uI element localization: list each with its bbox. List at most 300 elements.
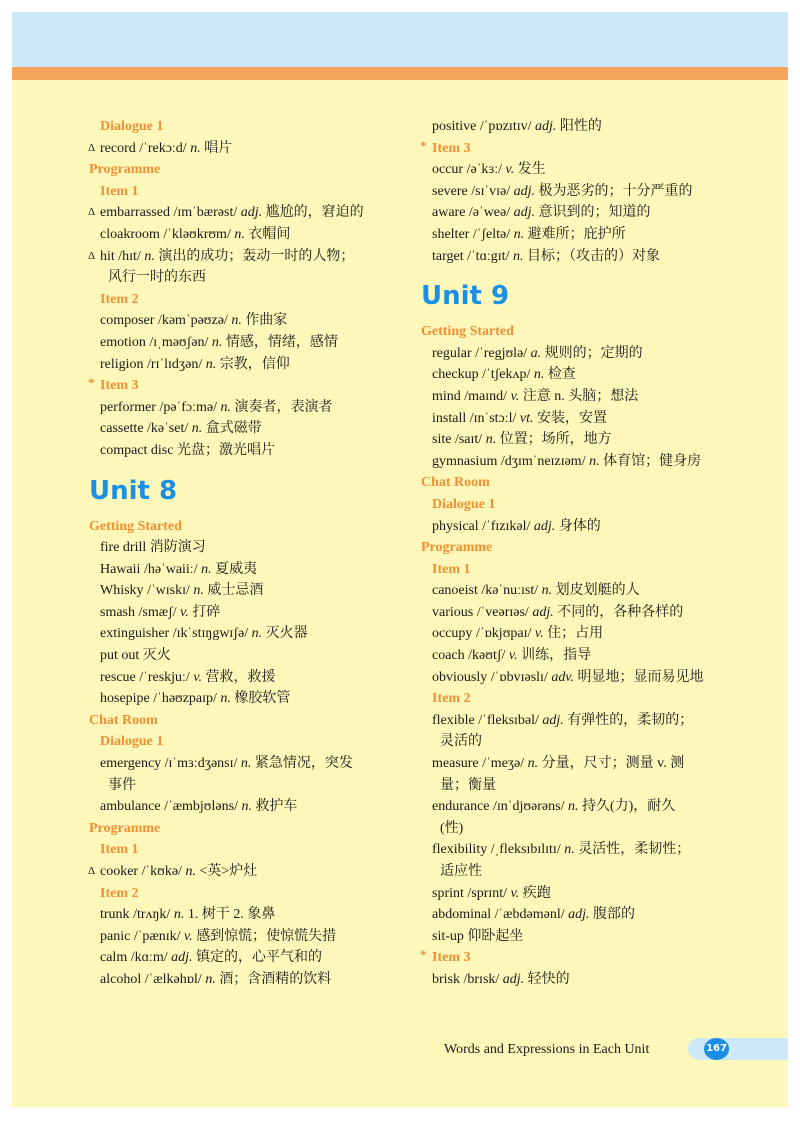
- vocab-entry: [421, 159, 721, 181]
- star-icon: *: [88, 375, 95, 391]
- subsection-label: Dialogue 1: [100, 119, 164, 134]
- entry-word: calm: [100, 950, 128, 966]
- entry-definition: 消防演习: [149, 540, 206, 556]
- definition-continuation: 适应性: [440, 864, 482, 879]
- entry-word: compact disc: [100, 442, 174, 458]
- vocab-entry: [89, 418, 389, 440]
- subsection-label: Dialogue 1: [432, 496, 496, 512]
- subsection-label: Item 3: [100, 378, 139, 394]
- entry-phonetic: /ˈhəʊzpaɪp/: [153, 691, 217, 707]
- entry-part-of-speech: adj.: [535, 119, 557, 134]
- entry-phonetic: /hɪt/: [118, 248, 141, 264]
- entry-word: severe: [432, 183, 468, 199]
- entry-phonetic: /ˈkʊkə/: [141, 864, 182, 879]
- entry-word: coach: [432, 648, 465, 664]
- triangle-icon: Δ: [88, 249, 96, 262]
- entry-definition: 检查: [547, 367, 576, 383]
- entry-phonetic: /smæʃ/: [138, 604, 177, 620]
- entry-definition: 灵活性，柔韧性；: [578, 842, 691, 858]
- subsection-label: Item 1: [432, 561, 471, 577]
- entry-part-of-speech: n.: [190, 140, 201, 156]
- vocab-entry: [89, 559, 389, 581]
- entry-phonetic: /sprɪnt/: [467, 885, 508, 901]
- entry-word: measure: [432, 756, 479, 772]
- entry-phonetic: /ˈfleksɪbəl/: [478, 712, 539, 728]
- entry-phonetic: /rɪˈlɪdʒən/: [147, 356, 203, 372]
- entry-definition: 划皮划艇的人: [555, 583, 640, 599]
- entry-word: physical: [432, 518, 479, 534]
- entry-definition: 分量，尺寸；测量 v. 测: [541, 756, 685, 772]
- subsection-label: Item 3: [432, 950, 471, 966]
- entry-phonetic: /kəmˈpəʊzə/: [157, 313, 228, 329]
- vocab-entry: [421, 753, 721, 775]
- vocab-entry: [421, 710, 721, 732]
- entry-definition: 疾跑: [522, 885, 551, 901]
- entry-word: religion: [100, 356, 144, 372]
- entry-word: sit-up: [432, 928, 464, 944]
- entry-definition: 明显地；显而易见地: [577, 669, 704, 685]
- entry-word: endurance: [432, 799, 490, 815]
- entry-part-of-speech: v.: [180, 604, 189, 620]
- star-icon: *: [420, 947, 427, 963]
- entry-part-of-speech: v.: [184, 928, 193, 944]
- entry-part-of-speech: a.: [530, 345, 542, 361]
- entry-word: aware: [432, 205, 466, 221]
- entry-part-of-speech: n.: [231, 313, 242, 329]
- entry-definition: 位置；场所，地方: [499, 432, 612, 448]
- entry-part-of-speech: n.: [541, 583, 553, 599]
- entry-definition: 灭火器: [265, 626, 308, 642]
- vocab-entry: [89, 580, 389, 602]
- entry-part-of-speech: n.: [220, 691, 231, 707]
- entry-part-of-speech: n.: [144, 248, 155, 264]
- entry-word: shelter: [432, 226, 470, 242]
- subsection-heading: [421, 138, 721, 160]
- entry-phonetic: /ˈæbdəmənl/: [494, 907, 565, 923]
- entry-definition: 1. 树干 2. 象鼻: [187, 907, 276, 923]
- entry-definition: 演出的成功；轰动一时的人物；: [158, 248, 355, 264]
- entry-definition: 体育馆；健身房: [603, 453, 702, 469]
- entry-word: cooker: [100, 864, 139, 879]
- entry-phonetic: /trʌŋk/: [133, 907, 171, 923]
- entry-definition: 规则的；定期的: [544, 345, 643, 361]
- subsection-heading: [89, 839, 389, 861]
- entry-phonetic: /ɪkˈstɪŋgwɪʃə/: [172, 626, 249, 642]
- entry-part-of-speech: n.: [193, 583, 204, 599]
- vocab-entry: [89, 224, 389, 246]
- entry-definition: <英>炉灶: [199, 864, 258, 879]
- entry-definition: 橡胶软管: [234, 691, 291, 707]
- entry-phonetic: /sɪˈvɪə/: [471, 183, 511, 199]
- entry-part-of-speech: v.: [505, 162, 515, 178]
- vocab-entry: [89, 202, 389, 224]
- subsection-heading: [421, 947, 721, 969]
- entry-part-of-speech: v.: [193, 669, 202, 685]
- definition-continuation: 量；衡量: [440, 777, 496, 793]
- entry-phonetic: /ˈtʃekʌp/: [482, 367, 531, 383]
- vocab-entry: [89, 397, 389, 419]
- definition-continuation: 灵活的: [440, 734, 482, 750]
- vocab-entry: [89, 926, 389, 948]
- entry-definition: 作曲家: [245, 313, 288, 329]
- section-heading: Programme: [89, 162, 161, 178]
- entry-part-of-speech: n.: [485, 432, 497, 448]
- entry-part-of-speech: n.: [527, 756, 539, 772]
- vocab-entry: [89, 440, 389, 462]
- vocab-entry: [421, 904, 721, 926]
- entry-word: fire drill: [100, 540, 147, 556]
- subsection-label: Dialogue 1: [100, 734, 164, 750]
- subsection-heading: [89, 289, 389, 311]
- vocab-entry: [89, 969, 389, 991]
- subsection-label: Item 2: [432, 691, 471, 707]
- subsection-heading: [421, 559, 721, 581]
- entry-phonetic: /saɪt/: [454, 432, 483, 448]
- entry-definition: 演奏者，表演者: [234, 399, 333, 415]
- entry-phonetic: /həˈwaiiː/: [143, 561, 198, 577]
- entry-part-of-speech: n.: [201, 561, 212, 577]
- vocab-entry: [421, 623, 721, 645]
- entry-definition: 光盘；激光唱片: [176, 442, 275, 458]
- entry-part-of-speech: adj.: [171, 950, 193, 966]
- entry-definition: 发生: [517, 162, 546, 178]
- vocab-entry: [89, 354, 389, 376]
- entry-word: site: [432, 432, 452, 448]
- vocab-entry: [421, 516, 721, 538]
- vocab-entry: [421, 224, 721, 246]
- entry-part-of-speech: n.: [205, 356, 217, 372]
- entry-definition: 身体的: [558, 518, 601, 534]
- entry-phonetic: /ˈpɒzɪtɪv/: [479, 119, 532, 134]
- entry-definition: 训练，指导: [521, 648, 592, 664]
- entry-word: emotion: [100, 334, 146, 350]
- section-heading: Getting Started: [89, 518, 182, 534]
- right-column: [421, 116, 721, 991]
- entry-word: various: [432, 604, 474, 620]
- entry-word: gymnasium: [432, 453, 498, 469]
- vocab-entry: [421, 602, 721, 624]
- entry-word: hosepipe: [100, 691, 150, 707]
- vocab-entry: [89, 688, 389, 710]
- entry-part-of-speech: n.: [240, 756, 252, 772]
- vocab-entry: [421, 386, 721, 408]
- entry-part-of-speech: v.: [510, 885, 520, 901]
- entry-phonetic: /ɪnˈdjʊərəns/: [493, 799, 565, 815]
- section-heading: Chat Room: [421, 475, 490, 491]
- subsection-label: Item 2: [100, 885, 139, 901]
- definition-continuation: 风行一时的东西: [108, 270, 206, 286]
- entry-definition: 目标；（攻击的）对象: [526, 248, 660, 264]
- entry-phonetic: /kəʊtʃ/: [468, 648, 506, 664]
- vocab-entry: [421, 246, 721, 268]
- vocab-entry: [89, 310, 389, 332]
- vocab-entry: [421, 181, 721, 203]
- section-heading: Programme: [421, 540, 493, 556]
- unit-heading: Unit 8: [89, 475, 178, 506]
- footer-title: Words and Expressions in Each Unit: [444, 1042, 650, 1057]
- spacer: [89, 508, 389, 516]
- vocab-entry: [89, 947, 389, 969]
- vocab-entry: [89, 753, 389, 775]
- entry-phonetic: /ˈreskjuː/: [139, 669, 190, 685]
- entry-word: brisk: [432, 971, 460, 987]
- subsection-label: Item 1: [100, 183, 139, 199]
- entry-part-of-speech: adj.: [542, 712, 564, 728]
- entry-definition: 宗教，信仰: [219, 356, 290, 372]
- entry-word: mind: [432, 388, 461, 404]
- vocab-entry: [89, 904, 389, 926]
- vocab-entry: [89, 645, 389, 667]
- subsection-heading: [89, 375, 389, 397]
- entry-phonetic: /ˈpænɪk/: [133, 928, 181, 944]
- entry-part-of-speech: n.: [185, 864, 196, 879]
- entry-phonetic: /maɪnd/: [464, 388, 508, 404]
- entry-phonetic: /kəˈnuːɪst/: [481, 583, 539, 599]
- triangle-icon: Δ: [88, 206, 96, 219]
- entry-word: occur: [432, 162, 464, 178]
- vocab-entry: [421, 364, 721, 386]
- entry-phonetic: /ˈælkəhɒl/: [144, 971, 202, 987]
- vocab-entry: [421, 116, 721, 138]
- entry-part-of-speech: adj.: [513, 183, 536, 199]
- entry-definition: 镇定的，心平气和的: [196, 950, 322, 966]
- vocab-entry: [421, 667, 721, 689]
- entry-definition: 注意 n. 头脑；想法: [522, 388, 639, 404]
- entry-part-of-speech: n.: [251, 626, 263, 642]
- entry-part-of-speech: v.: [508, 648, 518, 664]
- entry-definition: 意识到的；知道的: [538, 205, 651, 221]
- subsection-label: Item 2: [100, 291, 139, 307]
- entry-word: target: [432, 248, 464, 264]
- page-number: 167: [704, 1038, 729, 1060]
- left-column: [89, 116, 389, 991]
- entry-word: Hawaii: [100, 561, 141, 577]
- entry-definition: 紧急情况，突发: [254, 756, 353, 772]
- vocab-entry: [421, 839, 721, 861]
- entry-definition: 避难所；庇护所: [527, 226, 626, 242]
- entry-phonetic: /brɪsk/: [463, 971, 500, 987]
- subsection-heading: [89, 116, 389, 138]
- entry-part-of-speech: adj.: [533, 518, 556, 534]
- entry-word: abdominal: [432, 907, 492, 923]
- entry-word: ambulance: [100, 799, 161, 815]
- entry-phonetic: /ˈæmbjʊləns/: [164, 799, 238, 815]
- entry-part-of-speech: adj.: [513, 205, 536, 221]
- entry-definition: 酒；含酒精的饮料: [219, 971, 332, 987]
- entry-word: regular: [432, 345, 472, 361]
- entry-part-of-speech: v.: [510, 388, 520, 404]
- entry-definition: 阳性的: [559, 119, 602, 134]
- vocab-entry: [421, 883, 721, 905]
- vocab-entry: [421, 645, 721, 667]
- entry-phonetic: /ˌfleksɪbɪlɪtɪ/: [490, 842, 561, 858]
- entry-word: smash: [100, 604, 135, 620]
- spacer: [89, 462, 389, 474]
- entry-part-of-speech: adj.: [568, 907, 590, 923]
- subsection-heading: [89, 181, 389, 203]
- entry-definition: 灭火: [142, 648, 171, 664]
- definition-continuation: 事件: [108, 777, 136, 793]
- vocab-entry: [421, 969, 721, 991]
- entry-definition: 轻快的: [527, 971, 570, 987]
- entry-word: install: [432, 410, 467, 426]
- entry-word: panic: [100, 928, 131, 944]
- entry-word: alcohol: [100, 971, 142, 987]
- entry-part-of-speech: adj.: [240, 205, 263, 221]
- entry-word: obviously: [432, 669, 488, 685]
- entry-part-of-speech: n.: [191, 421, 203, 437]
- vocab-entry: [89, 332, 389, 354]
- section-heading: Getting Started: [421, 324, 514, 340]
- entry-word: cloakroom: [100, 226, 160, 242]
- vocab-entry: [421, 796, 721, 818]
- entry-word: flexibility: [432, 842, 488, 858]
- textbook-page: [12, 12, 788, 1107]
- entry-word: composer: [100, 313, 155, 329]
- entry-phonetic: /ˈwɪskɪ/: [147, 583, 190, 599]
- entry-part-of-speech: n.: [564, 842, 575, 858]
- entry-word: performer: [100, 399, 156, 415]
- entry-definition: 救护车: [255, 799, 298, 815]
- entry-part-of-speech: n.: [173, 907, 185, 923]
- entry-word: canoeist: [432, 583, 478, 599]
- subsection-heading: [421, 688, 721, 710]
- vocab-entry: [421, 408, 721, 430]
- entry-definition: 感到惊慌；使惊慌失措: [196, 928, 337, 944]
- triangle-icon: Δ: [88, 141, 96, 154]
- entry-phonetic: /ˈregjʊlə/: [475, 345, 528, 361]
- entry-part-of-speech: adj.: [532, 604, 554, 620]
- entry-part-of-speech: n.: [512, 248, 524, 264]
- vocab-entry: [421, 451, 721, 473]
- entry-phonetic: /ˈrekɔːd/: [139, 140, 187, 156]
- entry-definition: 营救，救援: [205, 669, 276, 685]
- entry-definition: 不同的，各种各样的: [557, 604, 684, 620]
- entry-part-of-speech: adv.: [551, 669, 575, 685]
- entry-definition: 持久(力)，耐久: [581, 799, 676, 815]
- vocab-entry: [89, 602, 389, 624]
- entry-part-of-speech: v.: [534, 626, 544, 642]
- unit-heading: Unit 9: [421, 281, 510, 312]
- vocab-entry: [89, 861, 389, 883]
- entry-word: flexible: [432, 712, 475, 728]
- vocab-entry: [421, 429, 721, 451]
- entry-phonetic: /ɪˈmɜːdʒənsɪ/: [164, 756, 238, 772]
- entry-word: rescue: [100, 669, 136, 685]
- vocab-entry: [89, 796, 389, 818]
- vocab-entry: [421, 580, 721, 602]
- entry-phonetic: /kəˈset/: [147, 421, 189, 437]
- vocab-entry: [421, 343, 721, 365]
- spacer: [421, 313, 721, 321]
- entry-word: positive: [432, 119, 477, 134]
- page-number-bar: [688, 1038, 788, 1060]
- entry-definition: 盒式磁带: [205, 421, 262, 437]
- entry-phonetic: /ˈfɪzɪkəl/: [482, 518, 531, 534]
- entry-word: Whisky: [100, 583, 144, 599]
- entry-phonetic: /ˈɒkjʊpaɪ/: [475, 626, 532, 642]
- entry-part-of-speech: n.: [211, 334, 223, 350]
- entry-phonetic: /dʒɪmˈneɪzɪəm/: [500, 453, 586, 469]
- entry-part-of-speech: vt.: [519, 410, 534, 426]
- entry-definition: 仰卧起坐: [467, 928, 524, 944]
- entry-phonetic: /ˈmeʒə/: [482, 756, 525, 772]
- subsection-heading: [89, 883, 389, 905]
- subsection-label: Item 1: [100, 842, 139, 858]
- entry-definition: 尴尬的，窘迫的: [265, 205, 364, 221]
- entry-definition: 威士忌酒: [207, 583, 264, 599]
- entry-definition: 安装，安置: [537, 410, 608, 426]
- entry-phonetic: /kɑːm/: [130, 950, 168, 966]
- entry-part-of-speech: n.: [205, 971, 216, 987]
- entry-word: emergency: [100, 756, 162, 772]
- entry-word: trunk: [100, 907, 130, 923]
- entry-phonetic: /ˈtɑːgɪt/: [467, 248, 510, 264]
- entry-word: hit: [100, 248, 115, 264]
- vocab-entry: [89, 138, 389, 160]
- entry-part-of-speech: n.: [567, 799, 579, 815]
- entry-definition: 夏威夷: [215, 561, 258, 577]
- entry-definition: 情感，情绪，感情: [225, 334, 338, 350]
- entry-phonetic: /ɪmˈbærəst/: [173, 205, 238, 221]
- entry-word: record: [100, 140, 136, 156]
- entry-phonetic: /ˈveərɪəs/: [476, 604, 529, 620]
- vocab-entry: [421, 202, 721, 224]
- entry-word: cassette: [100, 421, 144, 437]
- entry-word: checkup: [432, 367, 479, 383]
- entry-phonetic: /ˈkləʊkrʊm/: [163, 226, 231, 242]
- entry-phonetic: /ˈʃeltə/: [472, 226, 511, 242]
- section-heading: Programme: [89, 820, 161, 836]
- entry-definition: 唱片: [204, 140, 233, 156]
- entry-part-of-speech: n.: [589, 453, 600, 469]
- entry-word: embarrassed: [100, 205, 170, 221]
- entry-definition: 极为恶劣的；十分严重的: [538, 183, 693, 199]
- triangle-icon: Δ: [88, 865, 96, 877]
- definition-continuation: (性): [440, 820, 464, 836]
- section-heading: Chat Room: [89, 712, 158, 728]
- entry-definition: 打碎: [192, 604, 221, 620]
- entry-part-of-speech: n.: [513, 226, 525, 242]
- entry-phonetic: /pəˈfɔːmə/: [159, 399, 217, 415]
- entry-phonetic: /ɪnˈstɔːl/: [469, 410, 517, 426]
- spacer: [421, 267, 721, 279]
- entry-word: sprint: [432, 885, 464, 901]
- entry-phonetic: /əˈkɜː/: [466, 162, 503, 178]
- entry-phonetic: /ˈɒbvɪəslɪ/: [490, 669, 548, 685]
- vocab-entry: [89, 623, 389, 645]
- top-header-band: [12, 12, 788, 67]
- entry-word: occupy: [432, 626, 473, 642]
- entry-phonetic: /ɪˌməʊʃən/: [149, 334, 209, 350]
- entry-part-of-speech: n.: [241, 799, 252, 815]
- subsection-heading: [89, 731, 389, 753]
- entry-definition: 衣帽间: [248, 226, 291, 242]
- vocab-entry: [421, 926, 721, 948]
- entry-part-of-speech: n.: [533, 367, 545, 383]
- vocab-entry: [89, 537, 389, 559]
- entry-part-of-speech: n.: [220, 399, 231, 415]
- subsection-label: Item 3: [432, 140, 471, 156]
- entry-part-of-speech: adj.: [502, 971, 525, 987]
- entry-definition: 住；占用: [547, 626, 604, 642]
- entry-definition: 有弹性的，柔韧的；: [567, 712, 694, 728]
- entry-word: put out: [100, 648, 140, 664]
- vocab-entry: [89, 246, 389, 268]
- entry-phonetic: /əˈweə/: [468, 205, 511, 221]
- star-icon: *: [420, 137, 427, 153]
- entry-definition: 腹部的: [593, 907, 635, 923]
